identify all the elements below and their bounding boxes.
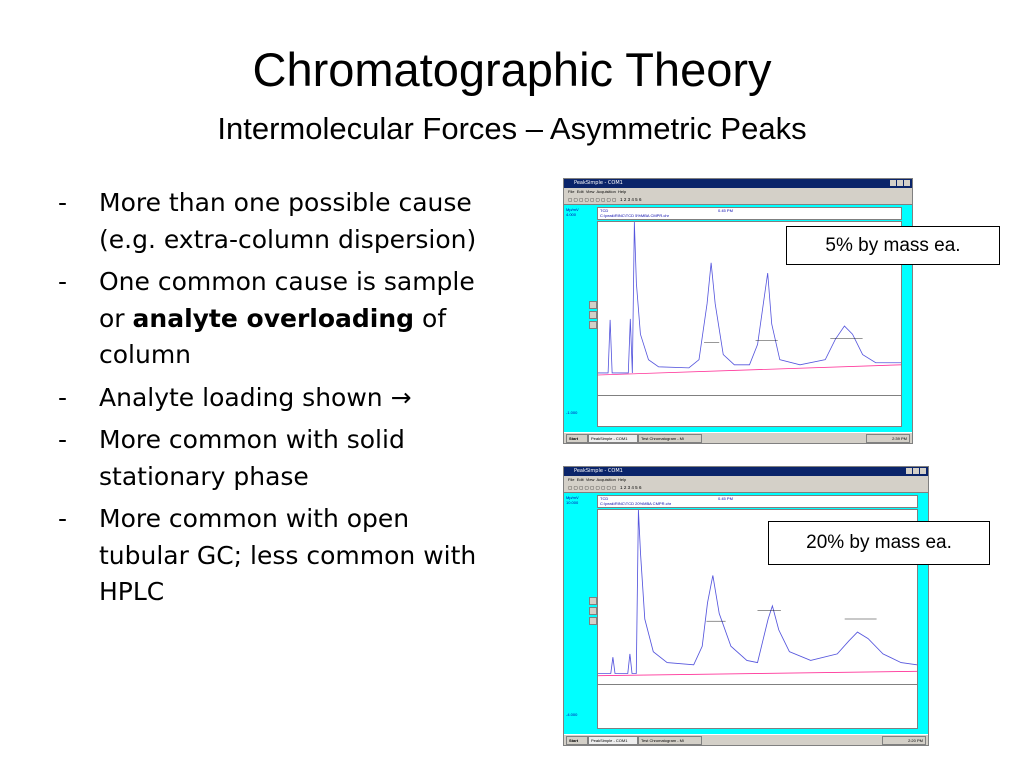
bullet-text: More common with open tubular GC; less common with HPLC xyxy=(99,504,477,606)
zoom-icon xyxy=(589,321,597,329)
taskbar-item: Test Chromatogram - Mi xyxy=(638,736,702,745)
window-titlebar: PeakSimple - COM1 xyxy=(564,179,912,188)
bullet-item: - More than one possible cause (e.g. extra-column dispersion) xyxy=(58,188,477,254)
bullet-item: - More common with solid stationary phase xyxy=(58,425,405,491)
bullet-item: - One common cause is sample or analyte overloading of column xyxy=(58,267,475,369)
bullet-text: of column xyxy=(99,303,447,369)
zoom-icon xyxy=(589,607,597,615)
start-button: Start xyxy=(566,434,588,443)
info-bar: TCD C:\peak\RINC\TCD 5%MBA CMPR.chr 0.45 PM xyxy=(597,207,902,220)
taskbar-item: Test Chromatogram - Mi xyxy=(638,434,702,443)
zoom-icon xyxy=(589,597,597,605)
bullet-list xyxy=(58,185,498,617)
minimize-icon xyxy=(906,468,912,474)
baseline-trace xyxy=(598,671,917,675)
taskbar xyxy=(564,734,928,745)
menu-acquisition: Acquisition xyxy=(596,189,616,194)
toolbar: ▢ ▢ ▢ ▢ ▢ ▢ ▢ ▢ ▢ 1 2 3 4 5 6 xyxy=(564,195,912,205)
chromatogram-panel: Mp/mV 4.000 TCD C:\peak\RINC\TCD 5%MBA CMPR.chr 0.45 PM -1.000 xyxy=(564,205,912,433)
menu-view: View xyxy=(585,477,595,482)
slide-subtitle: Intermolecular Forces – Asymmetric Peaks xyxy=(217,111,807,146)
y-max-label: 10.000 xyxy=(566,500,579,505)
menu-acquisition: Acquisition xyxy=(596,477,616,482)
baseline-trace xyxy=(598,365,901,375)
y-min-label: -4.000 xyxy=(566,712,578,717)
chromatogram-panel: Mp/mV 10.000 TCD C:\peak\RINC\TCD 20%MBA CMPR.chr 0.45 PM -4.000 xyxy=(564,493,928,735)
bullet-text: More common with solid stationary phase xyxy=(99,425,405,491)
menu-bar xyxy=(564,188,912,195)
zoom-icon xyxy=(589,617,597,625)
bullet-text: One common cause is sample or xyxy=(99,267,475,333)
chromatogram-screenshot-20pct xyxy=(563,466,929,746)
bullet-bold-text: analyte overloading xyxy=(132,303,415,333)
maximize-icon xyxy=(897,180,903,186)
menu-help: Help xyxy=(618,477,627,482)
bullet-item: - More common with open tubular GC; less common with HPLC xyxy=(58,504,477,606)
close-icon xyxy=(920,468,926,474)
start-button: Start xyxy=(566,736,588,745)
slide-title: Chromatographic Theory xyxy=(252,43,772,96)
maximize-icon xyxy=(913,468,919,474)
menu-file: File xyxy=(568,189,575,194)
bullet-text: More than one possible cause (e.g. extra-column dispersion) xyxy=(99,188,477,254)
y-min-label: -1.000 xyxy=(566,410,578,415)
toolbar: ▢ ▢ ▢ ▢ ▢ ▢ ▢ ▢ ▢ 1 2 3 4 5 6 xyxy=(564,483,928,493)
callout-20pct: 20% by mass ea. xyxy=(768,521,990,565)
y-max-label: 4.000 xyxy=(566,212,577,217)
clock: 2:20 PM xyxy=(882,736,926,745)
taskbar-item: PeakSimple - COM1 xyxy=(588,434,638,443)
menu-bar xyxy=(564,476,928,483)
taskbar-item: PeakSimple - COM1 xyxy=(588,736,638,745)
window-titlebar: PeakSimple - COM1 xyxy=(564,467,928,476)
callout-5pct: 5% by mass ea. xyxy=(786,226,1000,265)
info-bar: TCD C:\peak\RINC\TCD 20%MBA CMPR.chr 0.45 PM xyxy=(597,495,918,508)
menu-file: File xyxy=(568,477,575,482)
bullet-text: Analyte loading shown → xyxy=(99,382,412,412)
menu-view: View xyxy=(585,189,595,194)
close-icon xyxy=(904,180,910,186)
menu-edit: Edit xyxy=(576,189,584,194)
taskbar xyxy=(564,432,912,443)
menu-help: Help xyxy=(618,189,627,194)
zoom-icon xyxy=(589,311,597,319)
chromatogram-screenshot-5pct xyxy=(563,178,913,444)
menu-edit: Edit xyxy=(576,477,584,482)
bullet-item: - Analyte loading shown → xyxy=(58,382,412,412)
zoom-icon xyxy=(589,301,597,309)
clock: 2:39 PM xyxy=(866,434,910,443)
minimize-icon xyxy=(890,180,896,186)
